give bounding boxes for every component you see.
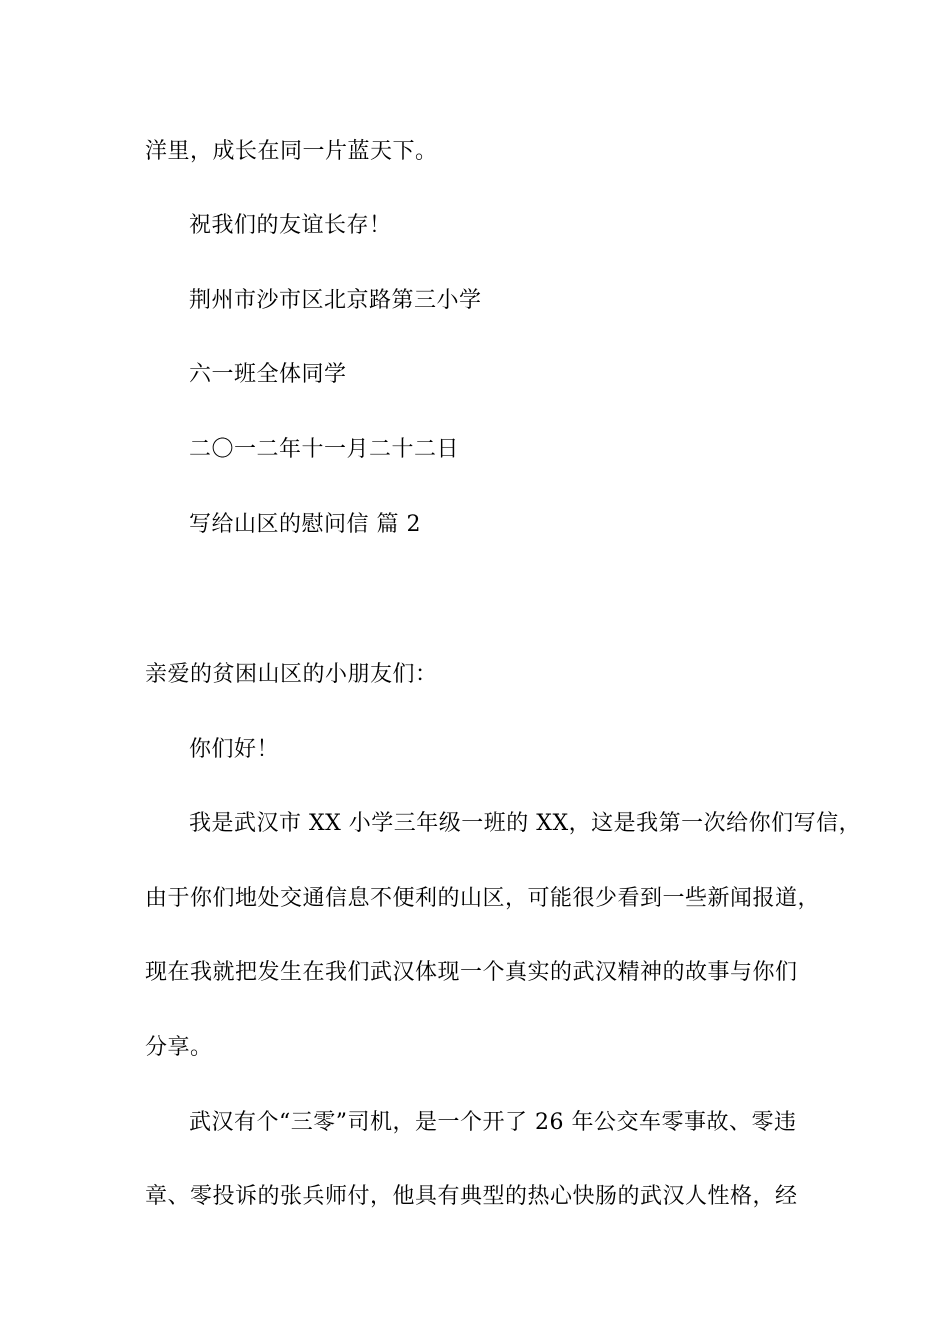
greeting: 你们好！	[189, 737, 280, 762]
paragraph-line: 分享。	[145, 1035, 213, 1060]
section-heading: 写给山区的慰问信 篇 2	[189, 512, 421, 537]
paragraph-line: 由于你们地处交通信息不便利的山区，可能很少看到一些新闻报道，	[145, 886, 821, 911]
signature-date: 二〇一二年十一月二十二日	[189, 437, 460, 462]
paragraph-line: 武汉有个“三零”司机，是一个开了 26 年公交车零事故、零违	[189, 1110, 797, 1135]
paragraph-line: 现在我就把发生在我们武汉体现一个真实的武汉精神的故事与你们	[145, 960, 798, 985]
salutation: 亲爱的贫困山区的小朋友们：	[145, 662, 438, 687]
closing-wish: 祝我们的友谊长存！	[189, 213, 392, 238]
signature-school: 荆州市沙市区北京路第三小学	[189, 288, 482, 313]
text-line: 洋里，成长在同一片蓝天下。	[145, 139, 438, 164]
paragraph-line: 我是武汉市 XX 小学三年级一班的 XX，这是我第一次给你们写信，	[189, 811, 862, 836]
paragraph-line: 章、零投诉的张兵师付，他具有典型的热心快肠的武汉人性格，经	[145, 1184, 798, 1209]
signature-class: 六一班全体同学	[189, 362, 347, 387]
